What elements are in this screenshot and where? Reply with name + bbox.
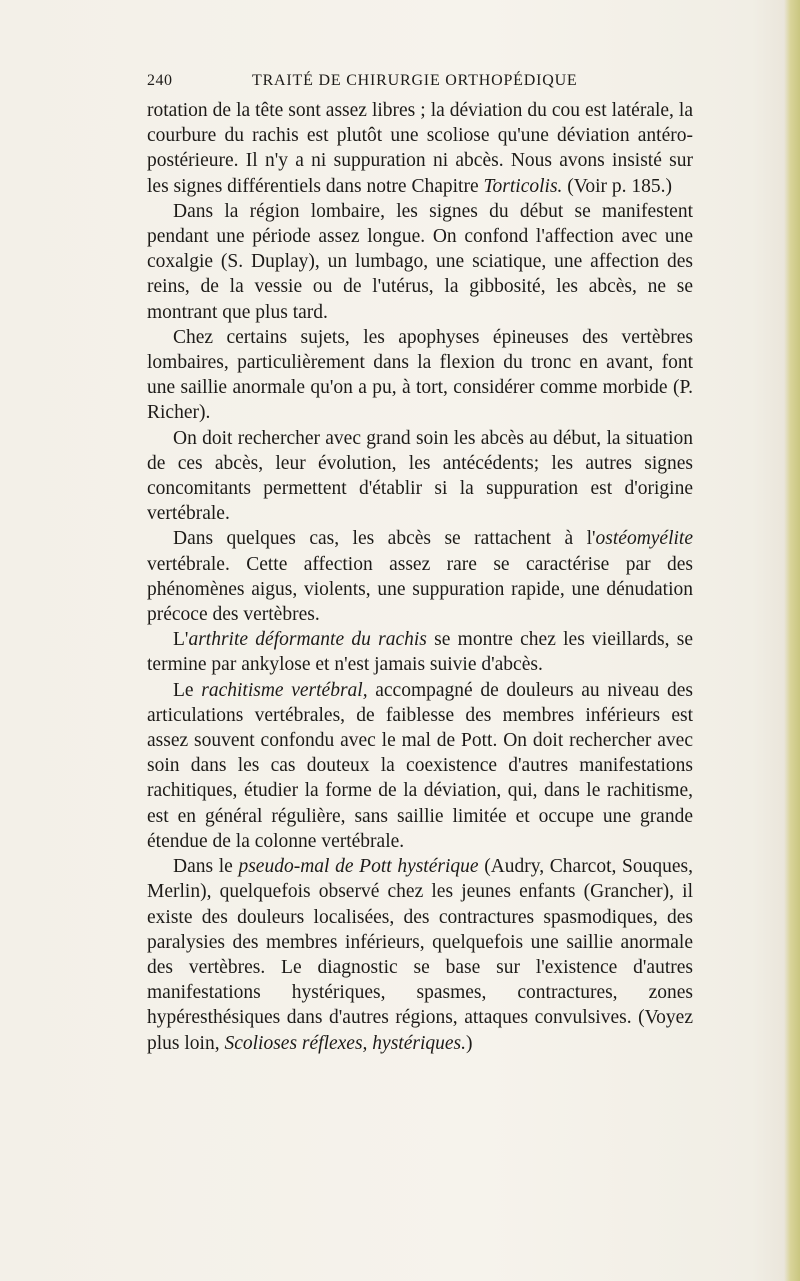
paragraph: Dans la région lombaire, les signes du début se manifestent pendant une période assez longue. On confond l'affection avec une coxalgie (S. Duplay), un lumbago, une sciatique, une affection des reins, de la vessie ou de l'utérus, la gibbosité, les abcès, ne se montrant que plus tard. bbox=[147, 200, 693, 323]
paragraph: rotation de la tête sont assez libres ; la déviation du cou est latérale, la courbure du rachis est plutôt une scoliose qu'une déviation antéro-postérieure. Il n'y a ni suppuration ni abcès. Nous avons insisté sur les signes différentiels dans notre Chapitre Torticolis. (Voir p. 185.) bbox=[147, 100, 693, 197]
running-title: TRAITÉ DE CHIRURGIE ORTHOPÉDIQUE bbox=[252, 72, 578, 89]
paragraph: Le rachitisme vertébral, accompagné de douleurs au niveau des articulations vertébrales, de faiblesse des membres inférieurs est assez souvent confondu avec le mal de Pott. On doit rechercher avec soin dans les cas douteux la coexistence d'autres manifestations rachitiques, étudier la forme de la déviation, qui, dans le rachitisme, est en général régulière, sans saillie limitée et occupe une grande étendue de la colonne vertébrale. bbox=[147, 679, 693, 852]
running-header bbox=[147, 72, 693, 94]
paragraph: Dans quelques cas, les abcès se rattachent à l'ostéomyélite vertébrale. Cette affection assez rare se caractérise par des phénomènes aigus, violents, une suppuration rapide, une dénudation précoce des vertèbres. bbox=[147, 528, 693, 626]
page-edge-shading bbox=[784, 0, 800, 1281]
paragraph: On doit rechercher avec grand soin les abcès au début, la situation de ces abcès, leur évolution, les antécédents; les autres signes concomitants permettent d'établir si la suppuration est d'origine vertébrale. bbox=[147, 427, 693, 525]
body-text bbox=[147, 98, 693, 1056]
paragraph: L'arthrite déformante du rachis se montre chez les vieillards, se termine par ankylose et n'est jamais suivie d'abcès. bbox=[147, 629, 693, 676]
page-number: 240 bbox=[147, 72, 173, 89]
paragraph: Dans le pseudo-mal de Pott hystérique (Audry, Charcot, Souques, Merlin), quelquefois observé chez les jeunes enfants (Grancher), il existe des douleurs localisées, des contractures spasmodiques, des paralysies des membres inférieurs, quelquefois une saillie anormale des vertèbres. Le diagnostic se base sur l'existence d'autres manifestations hystériques, spasmes, contractures, zones hypéresthésiques dans d'autres régions, attaques convulsives. (Voyez plus loin, Scolioses réflexes, hystériques.) bbox=[147, 856, 693, 1054]
paragraph: Chez certains sujets, les apophyses épineuses des vertèbres lombaires, particulièrement dans la flexion du tronc en avant, font une saillie anormale qu'on a pu, à tort, considérer comme morbide (P. Richer). bbox=[147, 326, 693, 424]
